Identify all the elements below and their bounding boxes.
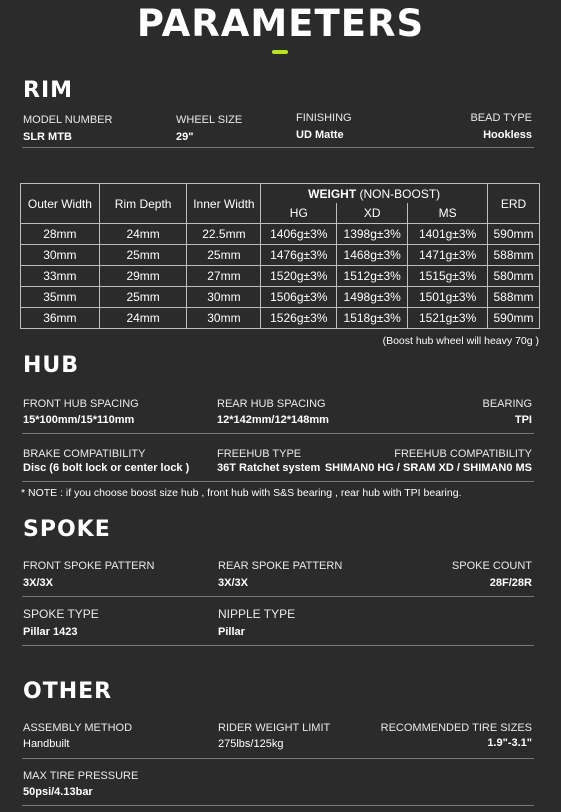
spoke-divider-2 bbox=[22, 645, 534, 646]
table-cell: 588mm bbox=[488, 245, 540, 266]
nipple-type-label: NIPPLE TYPE bbox=[218, 607, 296, 621]
bearing-value: TPI bbox=[514, 414, 532, 426]
table-cell: 1526g±3% bbox=[261, 308, 337, 329]
spoke-type-value: Pillar 1423 bbox=[23, 626, 78, 638]
table-cell: 1406g±3% bbox=[261, 224, 337, 245]
table-cell: 590mm bbox=[488, 224, 540, 245]
table-cell: 1401g±3% bbox=[408, 224, 488, 245]
table-cell: 590mm bbox=[488, 308, 540, 329]
table-cell: 28mm bbox=[21, 224, 100, 245]
table-cell: 36mm bbox=[21, 308, 100, 329]
page-title: PARAMETERS bbox=[136, 2, 425, 45]
recommended-tire-sizes-value: 1.9"-3.1" bbox=[487, 737, 532, 749]
table-row bbox=[21, 308, 540, 329]
assembly-method-label: ASSEMBLY METHOD bbox=[23, 722, 133, 734]
table-row bbox=[21, 266, 540, 287]
rim-finishing-value: UD Matte bbox=[296, 129, 344, 141]
table-row bbox=[21, 287, 540, 308]
hub-divider-2 bbox=[22, 481, 534, 482]
table-cell: 30mm bbox=[187, 287, 261, 308]
rear-hub-spacing-label: REAR HUB SPACING bbox=[217, 398, 326, 410]
header-xd: XD bbox=[337, 203, 408, 224]
rear-hub-spacing-value: 12*142mm/12*148mm bbox=[217, 414, 329, 426]
table-header-row bbox=[21, 184, 540, 204]
table-cell: 1468g±3% bbox=[337, 245, 408, 266]
brake-compatibility-value: Disc (6 bolt lock or center lock ) bbox=[23, 462, 190, 474]
header-weight-label: WEIGHT bbox=[308, 186, 357, 201]
table-cell: 1521g±3% bbox=[408, 308, 488, 329]
table-cell: 1512g±3% bbox=[337, 266, 408, 287]
rim-bead-type-label: BEAD TYPE bbox=[470, 112, 532, 124]
other-divider-2 bbox=[22, 805, 534, 806]
table-cell: 24mm bbox=[99, 224, 187, 245]
spoke-divider-1 bbox=[22, 596, 534, 597]
max-tire-pressure-value: 50psi/4.13bar bbox=[23, 786, 93, 798]
table-row bbox=[21, 245, 540, 266]
freehub-type-value: 36T Ratchet system bbox=[217, 462, 321, 474]
recommended-tire-sizes-label: RECOMMENDED TIRE SIZES bbox=[380, 722, 532, 734]
bearing-label: BEARING bbox=[482, 398, 532, 410]
hub-heading: HUB bbox=[23, 353, 80, 378]
rider-weight-limit-label: RIDER WEIGHT LIMIT bbox=[218, 722, 331, 734]
table-cell: 1476g±3% bbox=[261, 245, 337, 266]
rim-wheel-size-label: WHEEL SIZE bbox=[176, 114, 243, 126]
table-cell: 33mm bbox=[21, 266, 100, 287]
header-ms: MS bbox=[408, 203, 488, 224]
spoke-count-label: SPOKE COUNT bbox=[451, 560, 532, 572]
table-cell: 27mm bbox=[187, 266, 261, 287]
header-weight-sub: (NON-BOOST) bbox=[359, 186, 441, 201]
other-heading: OTHER bbox=[23, 679, 113, 704]
table-cell: 1501g±3% bbox=[408, 287, 488, 308]
brake-compatibility-label: BRAKE COMPATIBILITY bbox=[23, 448, 146, 460]
table-cell: 25mm bbox=[99, 287, 187, 308]
max-tire-pressure-label: MAX TIRE PRESSURE bbox=[23, 770, 139, 782]
other-divider-1 bbox=[22, 758, 534, 759]
table-cell: 24mm bbox=[99, 308, 187, 329]
freehub-compatibility-value: SHIMAN0 HG / SRAM XD / SHIMAN0 MS bbox=[324, 462, 532, 474]
table-cell: 1398g±3% bbox=[337, 224, 408, 245]
freehub-type-label: FREEHUB TYPE bbox=[217, 448, 302, 460]
front-spoke-pattern-value: 3X/3X bbox=[23, 577, 53, 589]
header-hg: HG bbox=[261, 203, 337, 224]
boost-note: (Boost hub wheel will heavy 70g ) bbox=[382, 335, 539, 347]
hub-divider-1 bbox=[22, 433, 534, 434]
table-cell: 25mm bbox=[187, 245, 261, 266]
table-cell: 1518g±3% bbox=[337, 308, 408, 329]
front-spoke-pattern-label: FRONT SPOKE PATTERN bbox=[23, 560, 155, 572]
assembly-method-value: Handbuilt bbox=[23, 738, 70, 750]
rim-model-number-value: SLR MTB bbox=[23, 131, 72, 143]
table-cell: 1520g±3% bbox=[261, 266, 337, 287]
rear-spoke-pattern-value: 3X/3X bbox=[218, 577, 248, 589]
rim-bead-type-value: Hookless bbox=[483, 129, 532, 141]
rider-weight-limit-value: 275lbs/125kg bbox=[218, 738, 284, 750]
table-cell: 1506g±3% bbox=[261, 287, 337, 308]
header-weight bbox=[261, 184, 488, 204]
rear-spoke-pattern-label: REAR SPOKE PATTERN bbox=[218, 560, 343, 572]
table-row bbox=[21, 224, 540, 245]
table-cell: 25mm bbox=[99, 245, 187, 266]
rim-finishing-label: FINISHING bbox=[296, 112, 352, 124]
hub-note: * NOTE : if you choose boost size hub , front hub with S&S bearing , rear hub with TPI bearing. bbox=[21, 487, 462, 499]
table-cell: 1498g±3% bbox=[337, 287, 408, 308]
table-cell: 29mm bbox=[99, 266, 187, 287]
freehub-compatibility-label: FREEHUB COMPATIBILITY bbox=[394, 448, 532, 460]
front-hub-spacing-value: 15*100mm/15*110mm bbox=[23, 414, 135, 426]
front-hub-spacing-label: FRONT HUB SPACING bbox=[23, 398, 139, 410]
nipple-type-value: Pillar bbox=[218, 626, 245, 638]
title-accent-bar bbox=[272, 50, 288, 54]
table-cell: 35mm bbox=[21, 287, 100, 308]
table-cell: 1515g±3% bbox=[408, 266, 488, 287]
header-erd: ERD bbox=[488, 184, 540, 224]
rim-model-number-label: MODEL NUMBER bbox=[23, 114, 113, 126]
table-cell: 30mm bbox=[21, 245, 100, 266]
spoke-type-label: SPOKE TYPE bbox=[23, 607, 99, 621]
table-cell: 22.5mm bbox=[187, 224, 261, 245]
rim-spec-table bbox=[20, 183, 540, 329]
table-cell: 30mm bbox=[187, 308, 261, 329]
rim-heading: RIM bbox=[23, 78, 74, 103]
header-outer-width: Outer Width bbox=[21, 184, 100, 224]
spoke-heading: SPOKE bbox=[23, 517, 111, 542]
header-inner-width: Inner Width bbox=[187, 184, 261, 224]
rim-divider bbox=[22, 147, 534, 148]
header-rim-depth: Rim Depth bbox=[99, 184, 187, 224]
spoke-count-value: 28F/28R bbox=[489, 577, 532, 589]
rim-wheel-size-value: 29" bbox=[176, 131, 194, 143]
table-cell: 588mm bbox=[488, 287, 540, 308]
table-cell: 580mm bbox=[488, 266, 540, 287]
table-cell: 1471g±3% bbox=[408, 245, 488, 266]
